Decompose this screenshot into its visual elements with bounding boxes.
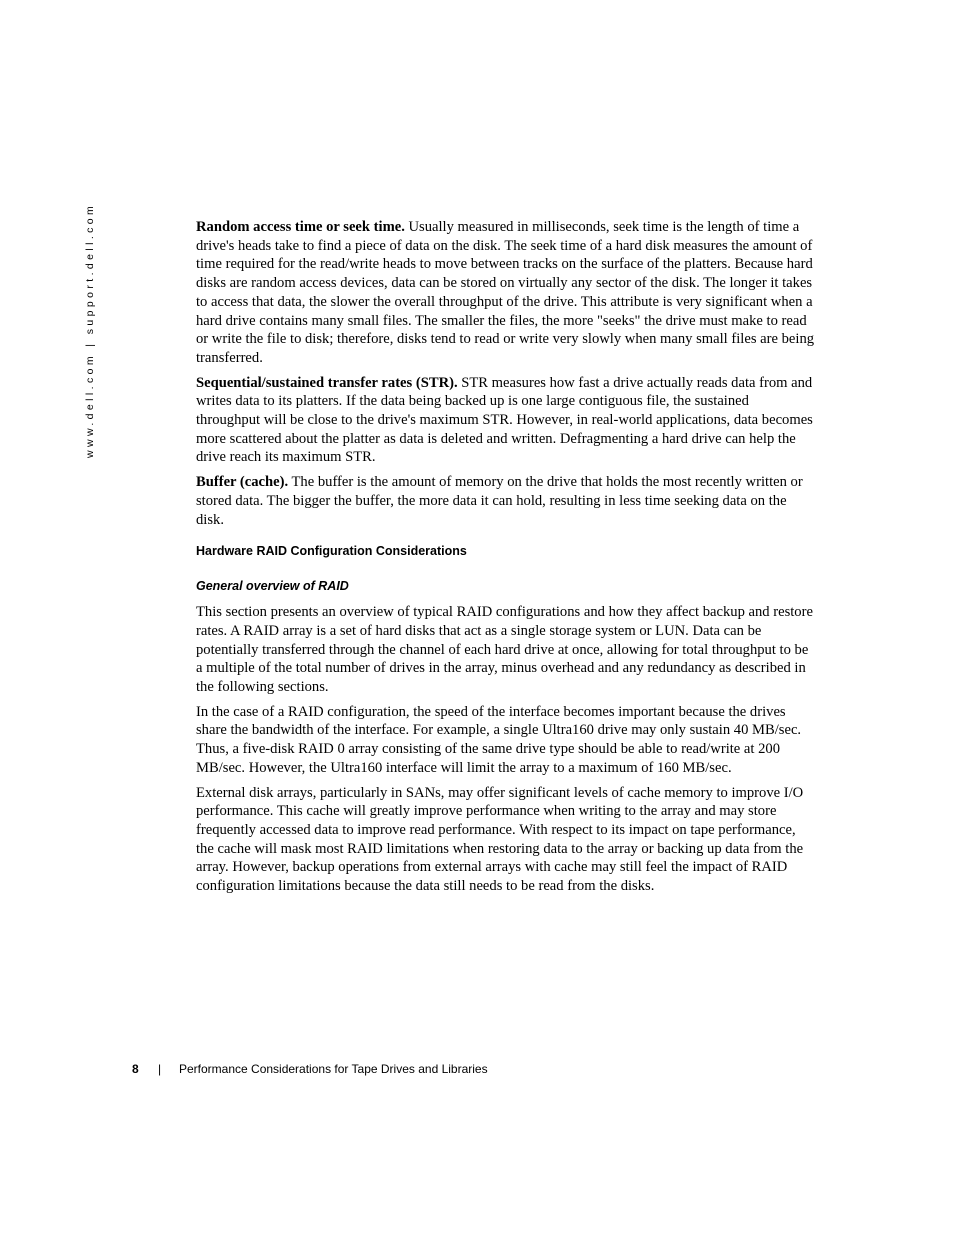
str-text: STR measures how fast a drive actually reads data from and writes data to its platters. If the data being backed up is one large contiguous file, the sustained throughput will be close to the drive's maximum STR. However, in real-world applications, data becomes more scattered about the platter as data is deleted and written. Defragmenting a hard drive can help the drive reach its maximum STR. xyxy=(196,374,813,466)
seek-time-term: Random access time or seek time. xyxy=(196,219,405,235)
overview-paragraph: This section presents an overview of typical RAID configurations and how they affect backup and restore rates. A RAID array is a set of hard disks that act as a single storage system or LUN. Data can be potentially transferred through the channel of each hard drive at once, allowing for total throughput to be a multiple of the total number of drives in the array, minus overhead and any redundancy as described in the following sections. xyxy=(196,604,813,696)
buffer-text: The buffer is the amount of memory on the drive that holds the most recently written or stored data. The bigger the buffer, the more data it can hold, resulting in less time seeking data on the disk. xyxy=(196,474,803,528)
main-content xyxy=(196,218,816,902)
page-number: 8 xyxy=(132,1062,139,1076)
external-arrays-paragraph: External disk arrays, particularly in SANs, may offer significant levels of cache memory to improve I/O performance. This cache will greatly improve performance when writing to the array and may store frequently accessed data to improve read performance. With respect to its impact on tape performance, the cache will mask most RAID limitations when restoring data to the array or backing up data from the array. However, backup operations from external arrays with cache may still feel the impact of RAID configuration limitations because the data still needs to be read from the disks. xyxy=(196,784,804,895)
str-paragraph xyxy=(196,374,816,468)
buffer-paragraph xyxy=(196,473,816,529)
str-term: Sequential/sustained transfer rates (STR). xyxy=(196,374,458,391)
sidebar-url: www.dell.com | support.dell.com xyxy=(84,202,96,458)
seek-time-paragraph xyxy=(196,218,816,368)
section-heading: Hardware RAID Configuration Considerations xyxy=(196,544,467,559)
interface-paragraph: In the case of a RAID configuration, the speed of the interface becomes important because the drives share the bandwidth of the interface. For example, a single Ultra160 drive may only sustain 40 MB/sec. Thus, a five-disk RAID 0 array consisting of the same drive type should be able to read/write at 200 MB/sec. However, the Ultra160 interface will limit the array to a maximum of 160 MB/sec. xyxy=(196,703,802,776)
footer-title: Performance Considerations for Tape Drives and Libraries xyxy=(179,1062,488,1076)
footer-separator: | xyxy=(158,1062,162,1076)
buffer-term: Buffer (cache). xyxy=(196,474,289,491)
subsection-heading: General overview of RAID xyxy=(196,579,349,594)
seek-time-text: Usually measured in milliseconds, seek time is the length of time a drive's heads take to find a piece of data on the disk. The seek time of a hard disk measures the amount of time required for the read/write heads to move between tracks on the surface of the platters. Because hard disks are random access devices, data can be stored on virtually any sector of the disk. The longer it takes to access that data, the slower the overall throughput of the drive. This attribute is very significant when a hard drive contains many small files. The smaller the files, the more "seeks" the drive must make to read or write the file to disk; therefore, disks tend to read or write very slowly when many small files are being transferred. xyxy=(196,219,815,366)
